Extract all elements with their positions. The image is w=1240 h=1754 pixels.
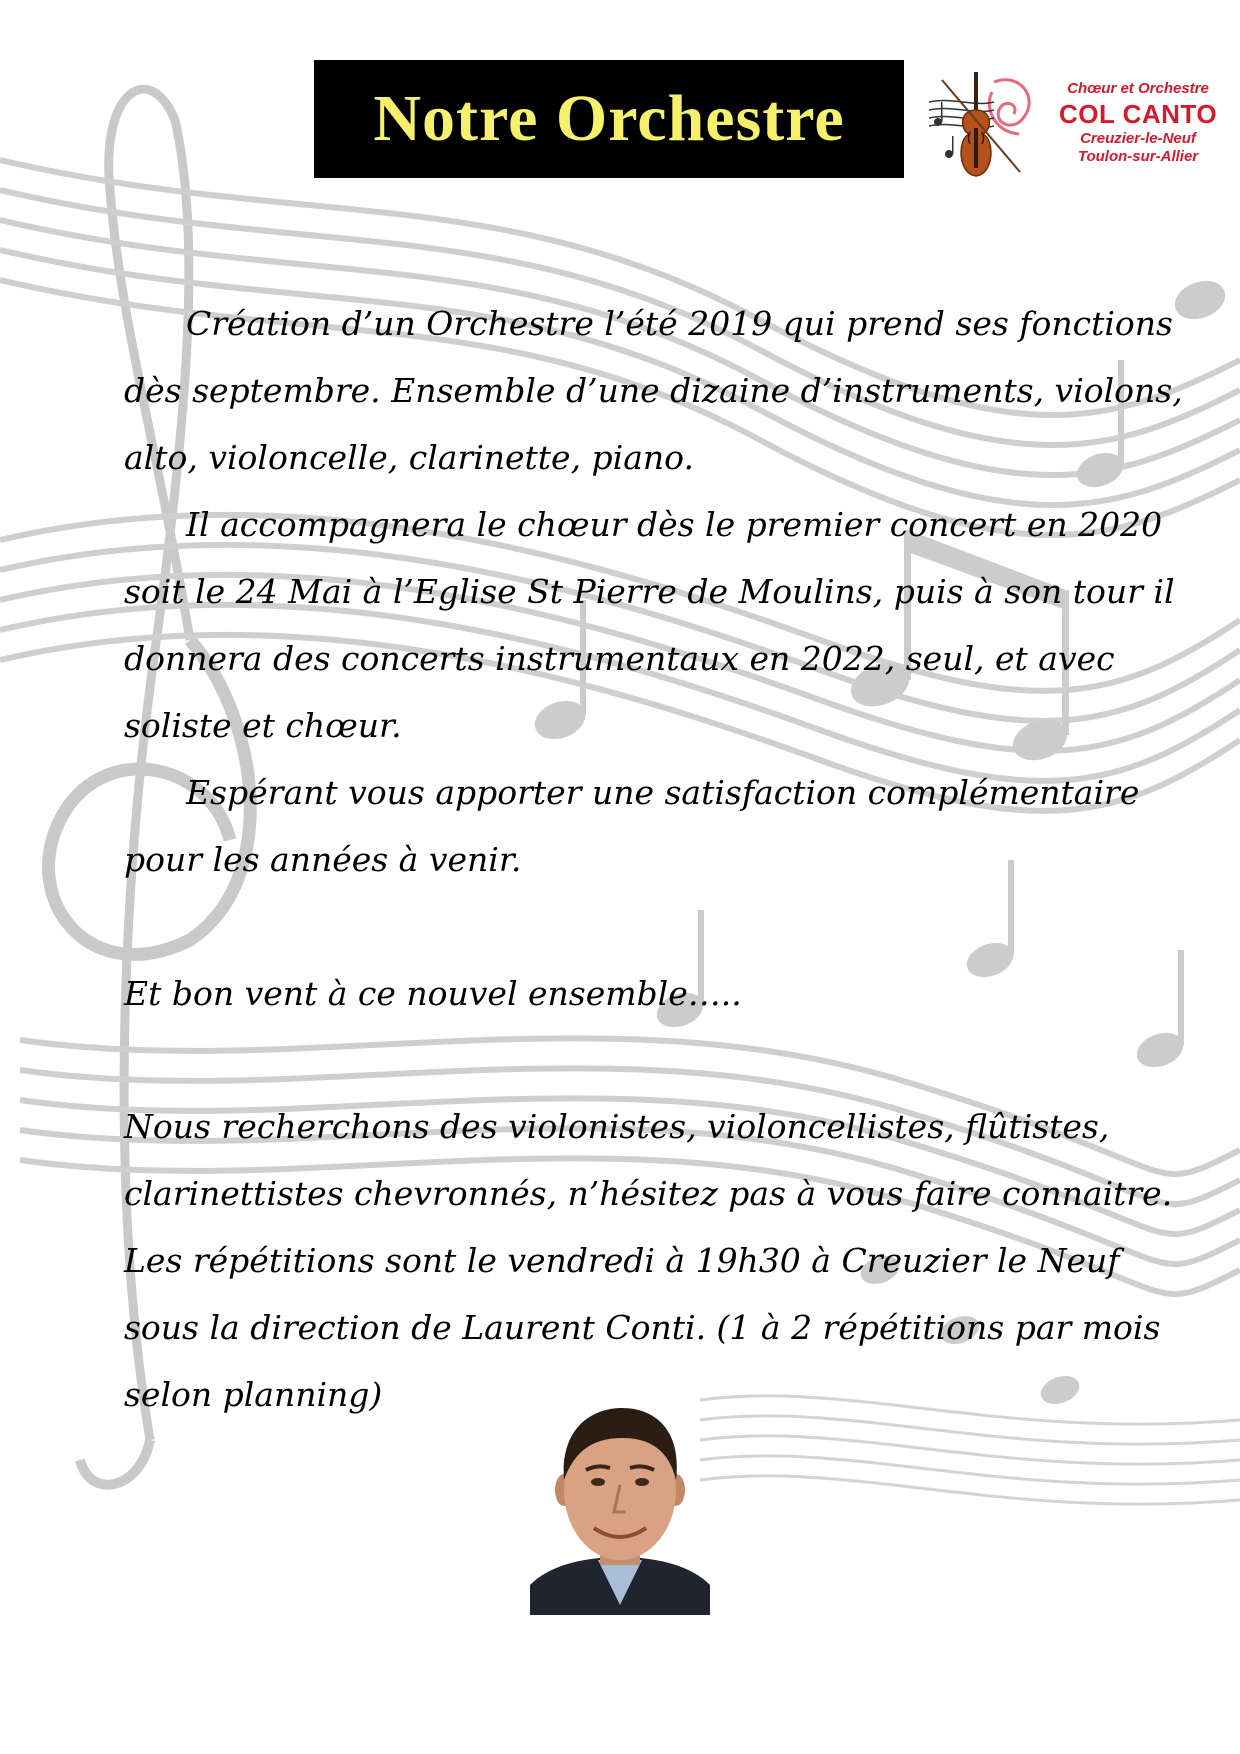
paragraph-bon-vent: Et bon vent à ce nouvel ensemble….. xyxy=(124,974,742,1013)
paragraph-recruitment: Nous recherchons des violonistes, violoncellistes, flûtistes, clarinettistes chevronnés, n’hésitez pas à vous faire connaitre. Les répétitions sont le vendredi à 19h30 à Creuzier le Neuf sous la direction de Laurent Conti. (1 à 2 répétitions par mois selon planning) xyxy=(124,1107,1173,1414)
logo-name: COL CANTO xyxy=(1058,99,1218,129)
logo-text xyxy=(1046,80,1230,166)
title-box xyxy=(314,60,904,178)
violin-icon xyxy=(924,62,1044,186)
paragraph-creation: Création d’un Orchestre l’été 2019 qui prend ses fonctions dès septembre. Ensemble d’une dizaine d’instruments, violons, alto, violoncelle, clarinette, piano. xyxy=(124,304,1183,477)
logo-subtitle: Chœur et Orchestre xyxy=(1067,80,1209,97)
logo-town-2: Toulon-sur-Allier xyxy=(1077,148,1199,165)
col-canto-logo xyxy=(924,62,1230,186)
paragraph-satisfaction: Espérant vous apporter une satisfaction complémentaire pour les années à venir. xyxy=(124,773,1140,879)
spacer xyxy=(124,1027,1184,1093)
paragraph-accompaniment: Il accompagnera le chœur dès le premier concert en 2020 soit le 24 Mai à l’Eglise St Pierre de Moulins, puis à son tour il donnera des concerts instrumentaux en 2022, seul, et avec soliste et chœur. xyxy=(124,505,1175,745)
logo-town-1: Creuzier-le-Neuf xyxy=(1080,130,1196,147)
page-title: Notre Orchestre xyxy=(373,82,845,155)
portrait-photo xyxy=(530,1400,710,1615)
body-text xyxy=(124,290,1184,1428)
spacer xyxy=(124,893,1184,960)
